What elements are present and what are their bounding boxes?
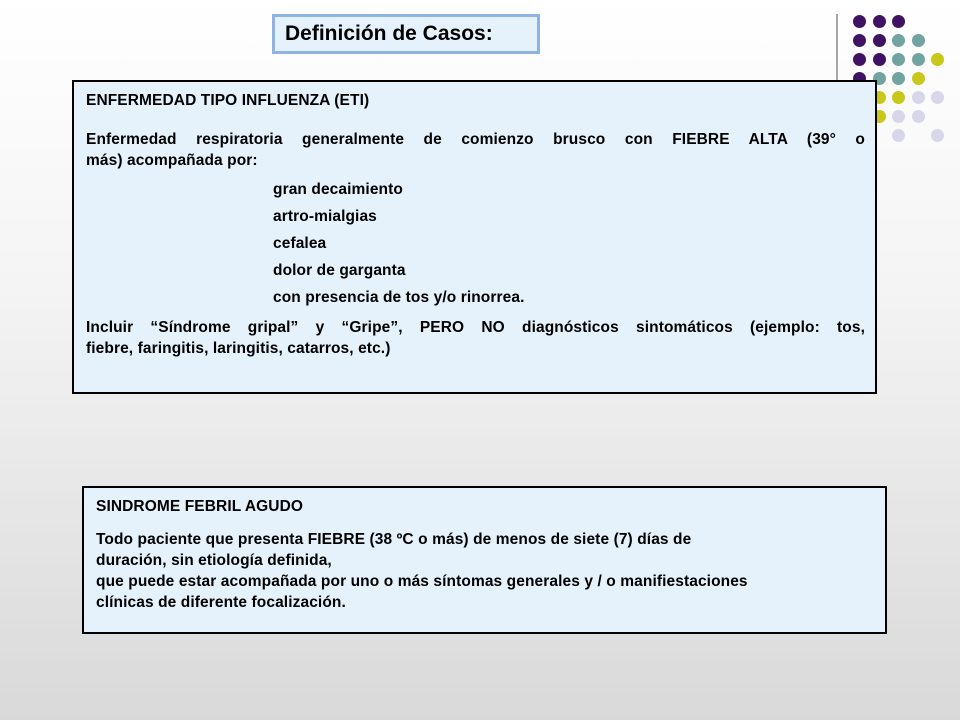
eti-description — [86, 129, 865, 171]
decorative-dot — [912, 53, 925, 66]
decorative-dot — [931, 53, 944, 66]
decorative-dot — [912, 34, 925, 47]
sfa-definition-box — [82, 486, 887, 634]
decorative-dot — [853, 34, 866, 47]
sfa-text-line: clínicas de diferente focalización. — [96, 594, 346, 611]
eti-inclusion-line: fiebre, faringitis, laringitis, catarros, etc.) — [86, 340, 391, 357]
decorative-dot — [853, 15, 866, 28]
sfa-text-line: duración, sin etiología definida, — [96, 552, 332, 569]
decorative-dot — [892, 91, 905, 104]
decorative-dot — [873, 15, 886, 28]
page-title-box — [272, 14, 540, 54]
sfa-heading: SINDROME FEBRIL AGUDO — [96, 498, 304, 515]
symptom-item: con presencia de tos y/o rinorrea. — [273, 289, 525, 306]
decorative-dot — [931, 129, 944, 142]
eti-heading: ENFERMEDAD TIPO INFLUENZA (ETI) — [86, 92, 370, 109]
decorative-dot — [912, 91, 925, 104]
decorative-dot — [892, 110, 905, 123]
decorative-dot — [873, 53, 886, 66]
symptom-item: artro-mialgias — [273, 208, 377, 225]
eti-definition-box — [72, 80, 877, 394]
sfa-text-line: que puede estar acompañada por uno o más síntomas generales y / o manifiestaciones — [96, 573, 748, 590]
eti-description-line: más) acompañada por: — [86, 152, 258, 169]
page-title: Definición de Casos: — [285, 22, 493, 45]
decorative-dot — [912, 110, 925, 123]
symptom-item: dolor de garganta — [273, 262, 406, 279]
symptom-item: cefalea — [273, 235, 327, 252]
decorative-dot — [853, 53, 866, 66]
decorative-dot — [873, 34, 886, 47]
decorative-dot — [892, 53, 905, 66]
eti-symptom-list — [273, 179, 865, 308]
sfa-text-line: Todo paciente que presenta FIEBRE (38 ºC o más) de menos de siete (7) días de — [96, 531, 692, 548]
eti-inclusion-line: Incluir “Síndrome gripal” y “Gripe”, PERO NO diagnósticos sintomáticos (ejemplo: tos, — [86, 319, 865, 336]
decorative-dot — [912, 72, 925, 85]
decorative-dot — [892, 72, 905, 85]
decorative-dot — [892, 129, 905, 142]
decorative-dot — [892, 15, 905, 28]
eti-description-line: Enfermedad respiratoria generalmente de comienzo brusco con FIEBRE ALTA (39° o — [86, 131, 865, 148]
symptom-item: gran decaimiento — [273, 181, 403, 198]
decorative-dot — [931, 91, 944, 104]
decorative-dot — [892, 34, 905, 47]
eti-inclusion-note — [86, 317, 865, 359]
